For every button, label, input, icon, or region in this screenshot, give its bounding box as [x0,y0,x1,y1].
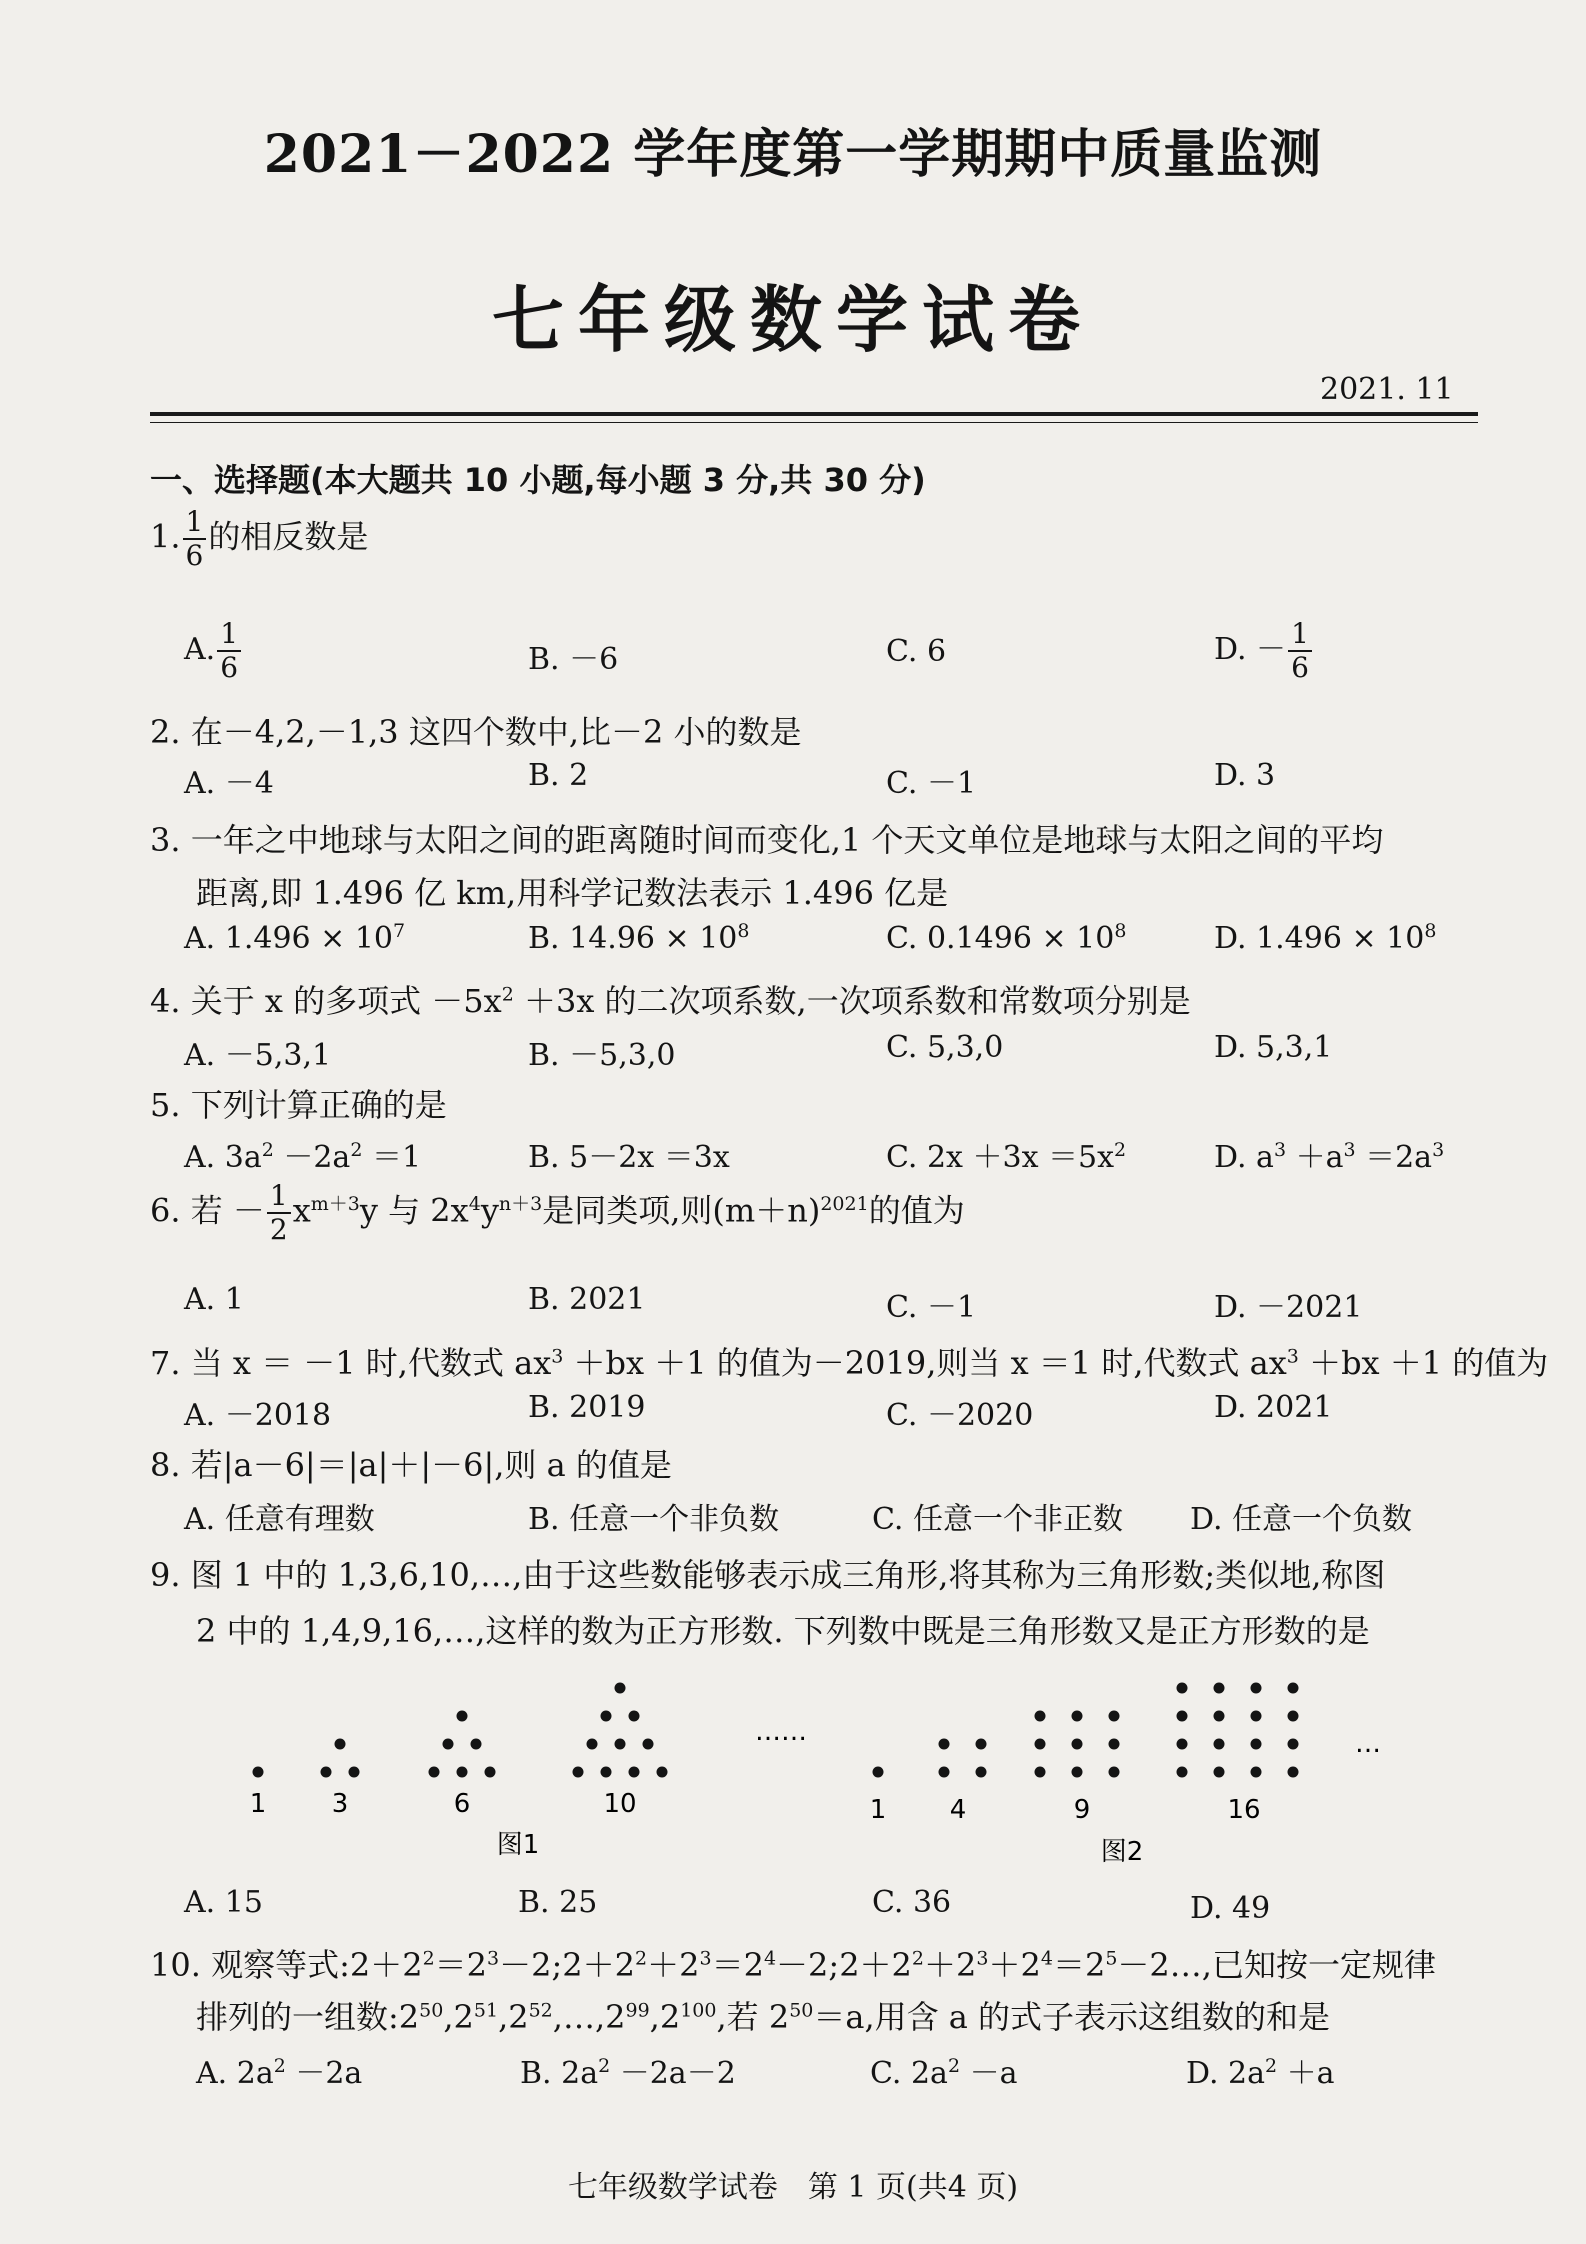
option-d: D. 5,3,1 [1214,1030,1333,1065]
figure-1-ellipsis: …… [755,1717,807,1747]
option-c: C. $0.1496 \times 10^8$ [886,920,1127,956]
question-text: 的相反数是 [208,517,369,556]
square-dot [1072,1739,1083,1750]
option-c: C. $2a^2 -a$ [870,2055,1018,2091]
option-d: D. $2a^2 +a$ [1186,2055,1335,2091]
option-b: B. 5－2x ＝3x [528,1140,730,1175]
option-d: D. －2021 [1214,1290,1363,1325]
option-d: D. 任意一个负数 [1190,1502,1413,1537]
question-3-line1: 3. 一年之中地球与太阳之间的距离随时间而变化,1 个天文单位是地球与太阳之间的平均 [150,821,1384,859]
triangle-dot [429,1767,440,1778]
option-b: B. $14.96 \times 10^8$ [528,920,750,956]
square-dot [1109,1739,1120,1750]
square-dot [1288,1739,1299,1750]
page-footer: 七年级数学试卷 第 1 页(共4 页) [567,2170,1019,2205]
triangle-dot [615,1683,626,1694]
option-b: B. 25 [518,1885,598,1920]
square-dot [939,1767,950,1778]
figure-2-square-numbers [870,1683,1381,1868]
figure-1-caption: 图1 [496,1830,540,1860]
triangle-dot [657,1767,668,1778]
square-dot [939,1739,950,1750]
square-dot [1177,1767,1188,1778]
triangle-dot [457,1711,468,1722]
triangle-dot [615,1739,626,1750]
triangle-dot [573,1767,584,1778]
figure-1-triangular-numbers [250,1683,807,1861]
square-dot [1288,1711,1299,1722]
square-dot [1072,1767,1083,1778]
square-dot [976,1739,987,1750]
question-7-stem: 7. 当 x ＝ －1 时,代数式 $ax^3 +bx +1$ 的值为－2019,则当 x ＝1 时,代数式 $ax^3 +bx +1$ 的值为 [150,1344,1549,1382]
option-c: C. －1 [886,766,977,801]
exam-subtitle: 七年级数学试卷 [491,277,1094,362]
question-9-line2: 2 中的 1,4,9,16,…,这样的数为正方形数. 下列数中既是三角形数又是正方形数的是 [196,1612,1370,1650]
square-dot [1251,1767,1262,1778]
figure-1-label: 6 [453,1789,471,1819]
question-9-line1: 9. 图 1 中的 1,3,6,10,…,由于这些数能够表示成三角形,将其称为三角形数;类似地,称图 [150,1556,1386,1594]
figure-2-label: 4 [949,1795,967,1825]
question-2-stem: 2. 在－4,2,－1,3 这四个数中,比－2 小的数是 [150,713,802,751]
square-dot [1214,1711,1225,1722]
question-10-line2: 排列的一组数$:2^{50},2^{51},2^{52},\dots,2^{99},2^{100}$,若 $2^{50}=a$,用含 a 的式子表示这组数的和是 [196,1998,1331,2036]
option-c: C. $2x +3x =5x^2$ [886,1139,1127,1175]
option-a: A. －5,3,1 [184,1038,332,1073]
square-dot [1214,1683,1225,1694]
triangle-dot [629,1711,640,1722]
triangle-dot [587,1739,598,1750]
figure-1-label: 10 [603,1789,637,1819]
figure-2-ellipsis: … [1355,1729,1381,1759]
option-a: A. $3a^2 -2a^2 =1$ [184,1139,422,1175]
square-dot [1288,1767,1299,1778]
triangle-dot [335,1739,346,1750]
square-dot [1251,1711,1262,1722]
figure-2-label: 1 [869,1795,887,1825]
question-10-line1: 10. 观察等式$:2+2^2=2^3-2;2+2^2+2^3=2^4-2;2+2^2+2^3+2^4=2^5-2\dots$,已知按一定规律 [150,1946,1436,1984]
question-5-stem: 5. 下列计算正确的是 [150,1086,447,1124]
option-a: A. 1 [184,1282,244,1317]
triangle-dot [253,1767,264,1778]
figure-1-label: 1 [249,1789,267,1819]
square-dot [1109,1767,1120,1778]
triangle-dot [457,1767,468,1778]
square-dot [1251,1683,1262,1694]
square-dot [1214,1739,1225,1750]
triangle-dot [443,1739,454,1750]
option-a: A. －2018 [184,1398,332,1433]
triangle-dot [601,1711,612,1722]
option-b: B. －6 [528,642,619,677]
square-dot [1177,1739,1188,1750]
triangle-dot [485,1767,496,1778]
option-c: C. 36 [872,1885,952,1920]
triangle-dot [629,1767,640,1778]
option-d: D. 3 [1214,758,1276,793]
exam-title: 2021－2022 学年度第一学期期中质量监测 [263,124,1323,185]
square-dot [1035,1767,1046,1778]
triangle-dot [643,1739,654,1750]
fraction: $\frac{1}{2}$ [267,1182,291,1244]
option-b: B. 2 [528,758,589,793]
square-dot [873,1767,884,1778]
option-c: C. 6 [886,634,947,669]
option-d: D. 2021 [1214,1390,1333,1425]
square-dot [1035,1711,1046,1722]
section-heading: 一、选择题(本大题共 10 小题,每小题 3 分,共 30 分) [150,461,926,499]
option-a: A. $2a^2 -2a$ [196,2055,363,2091]
figure-1-label: 3 [331,1789,349,1819]
triangle-dot [471,1739,482,1750]
question-8-stem: 8. 若|a－6|＝|a|＋|－6|,则 a 的值是 [150,1446,672,1484]
option-a: A. 任意有理数 [184,1502,375,1537]
option-a: A. －4 [184,766,274,801]
option-b: B. －5,3,0 [528,1038,676,1073]
option-c: C. 任意一个非正数 [872,1502,1123,1537]
option-b: B. 2019 [528,1390,646,1425]
option-a: A. $\frac{1}{6}$ [184,620,243,682]
fraction-denominator: 6 [185,539,204,572]
square-dot [976,1767,987,1778]
question-number: 1. [150,517,181,556]
option-c: C. －2020 [886,1398,1034,1433]
figure-2-label: 9 [1073,1795,1091,1825]
option-a: A. 15 [184,1885,263,1920]
square-dot [1288,1683,1299,1694]
triangle-dot [349,1767,360,1778]
square-dot [1109,1711,1120,1722]
square-dot [1072,1711,1083,1722]
figure-2-label: 16 [1227,1795,1261,1825]
option-a: A. $1.496 \times 10^7$ [184,920,406,956]
option-d: D. $a^3 +a^3 =2a^3$ [1214,1139,1445,1175]
option-d: D. 49 [1190,1891,1271,1926]
exam-date: 2021. 11 [1320,372,1454,407]
square-dot [1251,1739,1262,1750]
option-c: C. －1 [886,1290,977,1325]
question-4-stem: 4. 关于 x 的多项式 $-5x^2 +3x$ 的二次项系数,一次项系数和常数项分别是 [150,982,1191,1020]
option-b: B. 任意一个非负数 [528,1502,780,1537]
option-d: D. $1.496 \times 10^8$ [1214,920,1437,956]
option-b: B. 2021 [528,1282,646,1317]
square-dot [1177,1683,1188,1694]
question-6-stem: 6. 若 － $\frac{1}{2}$ $x^{m+3}y$ 与 $2x^4y^{n+3}$是同类项,则$(m+n)^{2021}$的值为 [150,1179,965,1246]
triangle-dot [321,1767,332,1778]
square-dot [1177,1711,1188,1722]
fraction-numerator: 1 [183,508,207,540]
question-3-line2: 距离,即 1.496 亿 km,用科学记数法表示 1.496 亿是 [196,874,949,912]
figure-2-caption: 图2 [1100,1837,1144,1867]
square-dot [1214,1767,1225,1778]
option-b: B. $2a^2 -2a-2$ [520,2055,736,2091]
triangle-dot [601,1767,612,1778]
option-d: D. － $\frac{1}{6}$ [1214,620,1314,682]
option-c: C. 5,3,0 [886,1030,1004,1065]
square-dot [1035,1739,1046,1750]
